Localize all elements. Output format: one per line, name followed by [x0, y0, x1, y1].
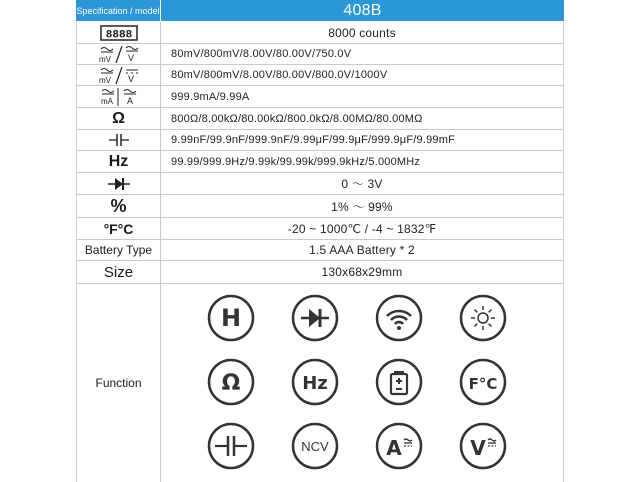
- svg-text:NCV: NCV: [301, 439, 329, 454]
- svg-text:V: V: [127, 74, 134, 84]
- spec-value: 9.99nF/99.9nF/999.9nF/9.99μF/99.9μF/999.9μF/9.99mF: [161, 130, 564, 150]
- capacitance-function-icon: [207, 422, 255, 470]
- ac-dc-current-function-icon: [375, 422, 423, 470]
- spec-value: 80mV/800mV/8.00V/80.00V/750.0V: [161, 44, 564, 64]
- svg-text:mA: mA: [100, 96, 113, 106]
- header-model: 408B: [343, 1, 382, 19]
- hz-icon: Hz: [108, 152, 129, 170]
- spec-value: 999.9mA/9.99A: [161, 86, 564, 107]
- spec-value: 99.99/999.9Hz/9.99k/99.99k/999.9kHz/5.000MHz: [161, 151, 564, 172]
- spec-row-duty-cycle: [76, 195, 564, 218]
- table-header: [76, 0, 564, 22]
- spec-row-battery-type: [76, 240, 564, 261]
- ac-dc-voltage-icon: [97, 44, 141, 64]
- svg-text:V: V: [127, 53, 134, 63]
- function-icon-grid: [161, 284, 564, 482]
- svg-text:mV: mV: [98, 55, 111, 64]
- ncv-wave-icon: [375, 294, 423, 342]
- spec-table: [76, 0, 564, 482]
- spec-row-temperature: [76, 218, 564, 240]
- spec-label: Size: [76, 261, 161, 283]
- svg-text:Ω: Ω: [221, 371, 241, 396]
- spec-value: 1.5 AAA Battery * 2: [161, 240, 564, 260]
- temperature-function-icon: [459, 358, 507, 406]
- spec-value: 8000 counts: [161, 22, 564, 43]
- diode-function-icon: [291, 294, 339, 342]
- ohm-function-icon: [207, 358, 255, 406]
- spec-row-capacitance: [76, 130, 564, 151]
- backlight-icon: [459, 294, 507, 342]
- svg-text:A: A: [126, 95, 133, 106]
- hz-function-icon: [291, 358, 339, 406]
- spec-row-function: [76, 284, 564, 482]
- lcd-display-icon: [100, 25, 138, 41]
- svg-text:F°C: F°C: [468, 375, 498, 393]
- svg-text:H: H: [220, 304, 242, 332]
- spec-label: Battery Type: [76, 240, 161, 260]
- svg-text:Hz: Hz: [302, 373, 328, 394]
- spec-value: -20 ~ 1000℃ / -4 ~ 1832℉: [161, 218, 564, 239]
- spec-row-frequency: [76, 151, 564, 173]
- temperature-icon: °F°C: [103, 220, 134, 237]
- hold-icon: [207, 294, 255, 342]
- ac-dc-voltage-function-icon: [459, 422, 507, 470]
- spec-value: 130x68x29mm: [161, 261, 564, 283]
- ohm-icon: Ω: [112, 109, 125, 127]
- svg-text:mV: mV: [98, 76, 111, 85]
- spec-row-diode: [76, 173, 564, 195]
- svg-text:8888: 8888: [105, 29, 132, 41]
- battery-test-icon: [375, 358, 423, 406]
- spec-value: 1% ～ 99%: [161, 195, 564, 217]
- spec-row-ac-dc-voltage: [76, 44, 564, 65]
- ac-dc-current-icon: [98, 87, 140, 107]
- spec-row-size: [76, 261, 564, 284]
- spec-value: 800Ω/8.00kΩ/80.00kΩ/800.0kΩ/8.00MΩ/80.00MΩ: [161, 108, 564, 129]
- function-label: Function: [76, 284, 161, 482]
- ncv-icon: [291, 422, 339, 470]
- percent-icon: %: [110, 195, 127, 216]
- svg-text:V: V: [470, 436, 486, 460]
- diode-icon: [107, 177, 131, 191]
- header-label: Specification / model: [76, 0, 161, 21]
- spec-value: 0 ～ 3V: [161, 173, 564, 194]
- spec-value: 80mV/800mV/8.00V/80.00V/800.0V/1000V: [161, 65, 564, 85]
- dc-voltage-icon: [97, 65, 141, 85]
- capacitor-icon: [108, 132, 130, 148]
- svg-text:A: A: [386, 436, 402, 460]
- spec-row-current: [76, 86, 564, 108]
- spec-row-display-counts: [76, 22, 564, 44]
- spec-row-resistance: [76, 108, 564, 130]
- spec-row-dc-voltage: [76, 65, 564, 86]
